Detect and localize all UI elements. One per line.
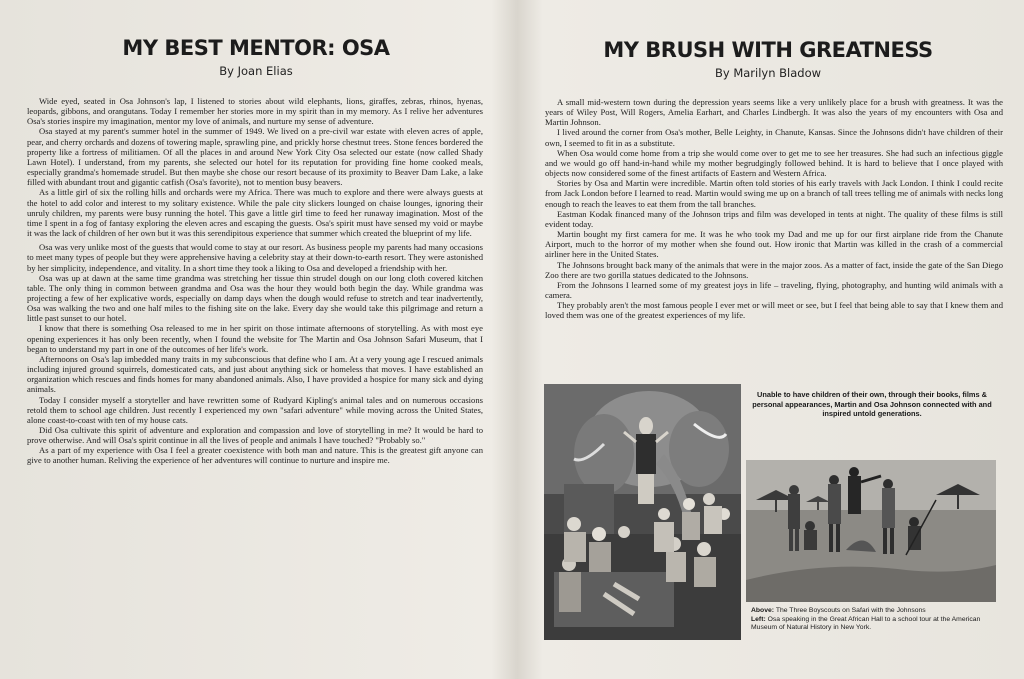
paragraph: Martin bought my first camera for me. It was he who took my Dad and me up for our first airplane ride from the Chanute Airport, much to the horror of my mother when she found out. How ironic that Martin was killed in the crash of a commercial airliner here in the United States. <box>545 229 1003 260</box>
paragraph: The Johnsons brought back many of the animals that were in the major zoos. As a matter of fact, inside the gate of the San Diego Zoo there are two gorilla statues dedicated to the Johnsons. <box>545 259 1003 280</box>
paragraph: Eastman Kodak financed many of the Johnson trips and film was developed in tents at night. The quality of these films is still evident today. <box>545 208 1003 229</box>
paragraph: I know that there is something Osa released to me in her spirit on those intimate afternoons of storytelling. As with most eye opening experiences it has only been recently, when I found the website for The Martin and Osa Johnson Safari Museum, that I began to understand my part in one of the outcomes of her life's work. <box>27 323 483 354</box>
paragraph: I lived around the corner from Osa's mother, Belle Leighty, in Chanute, Kansas. Since the Johnsons didn't have children of their own, I seemed to fit in as a substitute. <box>545 127 1003 148</box>
boyscouts-safari-photo <box>746 460 996 602</box>
paragraph: Wide eyed, seated in Osa Johnson's lap, I listened to stories about wild elephants, lions, giraffes, zebras, rhinos, hyenas, leopards, gibbons, and orangutans. Today I remember her stories more in my spirit than in my memory. As I relive her adventures Osa's stories inspire my imagination, mentor my love of animals, and nurture my sense of adventure. <box>27 96 483 127</box>
paragraph: Afternoons on Osa's lap imbedded many traits in my subconscious that define who I am. At a very young age I rescued animals including injured ground squirrels, domesticated cats, and just about anything sick or homeless that moves. I have established an organization which rescues and finds homes for many abandoned animals. Also, I have provided a hospice for many sick and dying animals. <box>27 353 483 395</box>
paragraph: They probably aren't the most famous people I ever met or will meet or see, but I feel that being able to say that I knew them and loved them was one of the greatest experiences of my life. <box>545 300 1003 321</box>
caption-left-text: Osa speaking in the Great African Hall to a school tour at the American Museum of Natural History in New York. <box>751 615 981 632</box>
right-article-body <box>545 97 1003 320</box>
paragraph: When Osa would come home from a trip she would come over to get me to see her treasures. She had such an infectious giggle and we would go off hand-in-hand while my mother begrudgingly followed behind. It is hard to believe that I once played with objects now considered some of the finest artifacts of Eastern and Western Africa. <box>545 147 1003 179</box>
osa-elephant-hall-photo <box>544 384 741 640</box>
paragraph: A small mid-western town during the depression years seems like a very unlikely place for a brush with greatness. It was the years of Wiley Post, Will Rogers, Amelia Earhart, and Charles Lindbergh. It was also the years of my encounters with Osa and Martin Johnson. <box>545 97 1003 128</box>
right-article-title: MY BRUSH WITH GREATNESS <box>603 38 933 62</box>
paragraph: Today I consider myself a storyteller and have rewritten some of Rudyard Kipling's animal tales and on numerous occasions retold them to school age children. Just recently I experienced my own "safari adventure" while moving across the United States, alone coast-to-coast with ten of my house cats. <box>27 394 483 425</box>
paragraph: Osa was up at dawn at the same time grandma was stretching her tissue thin strudel dough on our long cloth covered kitchen table. The only thing in common between grandma and Osa was the hour they would both begin the day. While grandma was projecting a few of her explicative words, especially on damp days when the dough would refuse to stretch and tear inadvertently, Osa was walking the two and one half miles to the fishing site on the lake. Every day she would take this pilgrimage and return a little past sunset to our hotel. <box>27 272 483 324</box>
caption-left-label: Left: <box>751 615 766 623</box>
left-article-body <box>27 96 483 466</box>
paragraph: Osa stayed at my parent's summer hotel in the summer of 1949. We lived on a pre-civil war estate with eleven acres of apple, pear, and cherry orchards and dozens of towering maple, sprawling pine, and prickly horse chestnut trees. Stone fences bordered the property like a fortress of militiamen. Of all the places in and around New York City Osa selected our estate (now called Shady Lawn Hotel). I understand, from my parents, she selected our hotel for its reputation for providing fine home cooked meals, especially grandma's homemade strudel. But then maybe she chose our resort because of its proximity to Beaver Dam Lake, a lake filled with abundant trout and gigantic catfish (Osa's favorite), not to mention busy beavers. <box>27 126 483 188</box>
paragraph: As a part of my experience with Osa I feel a greater coexistence with both man and nature. This is the greatest gift anyone can give to another human. Reliving the experience of her adventures will continue to nurture and inspire me. <box>27 445 483 466</box>
caption-above-text: The Three Boyscouts on Safari with the Johnsons <box>775 607 926 614</box>
caption-left <box>751 616 997 633</box>
paragraph: Did Osa cultivate this spirit of adventure and exploration and compassion and love of storytelling in me? It would be hard to prove otherwise. And will Osa's spirit continue in all the lives of people and animals I have touched? "Probably so." <box>27 425 483 446</box>
photo-caption-bottom <box>751 607 997 633</box>
left-article-title: MY BEST MENTOR: OSA <box>122 36 390 60</box>
paragraph: From the Johnsons I learned some of my greatest joys in life – traveling, flying, photography, and hunting wild animals with a camera. <box>545 279 1003 300</box>
caption-above <box>751 607 997 616</box>
right-article-byline: By Marilyn Bladow <box>714 66 822 80</box>
photo-caption-top: Unable to have children of their own, through their books, films & personal appearances, Martin and Osa Johnson connected with and inspired untold generations. <box>752 390 992 419</box>
left-article-byline: By Joan Elias <box>219 64 293 78</box>
paragraph: As a little girl of six the rolling hills and orchards were my Africa. There was much to explore and there were always guests at the hotel to add color and interest to my solitary existence. While the pale city slickers lounged on chaise lounges, ignoring their unruly children, my parents were busy running the hotel. This gave a little girl time to feed her runaway imagination. Most of the time I spent in a fog of fantasy exploring the eleven acres and escaping the guests. Osa's spirit must have sensed my void or maybe it was the lack of children of her own but it was this serendipitous experience that summer which created the blueprint of my life. <box>27 187 483 239</box>
paragraph: Osa was very unlike most of the guests that would come to stay at our resort. As business people my parents had many occasions to meet many types of people but they were apprehensive having a celebrity stay at their down-to-earth resort. They were astonished by her simplicity, independence, and vitality. In a short time they took a liking to Osa and developed a friendship with her. <box>27 242 483 273</box>
paragraph: Stories by Osa and Martin were incredible. Martin often told stories of his early travels with Jack London. I think I could recite from Jack London before I learned to read. Martin would swing me up on a branch of tall trees telling me of animals with necks long enough to reach the leaves to eat them from the tall branches. <box>545 178 1003 209</box>
caption-above-label: Above: <box>751 607 775 614</box>
